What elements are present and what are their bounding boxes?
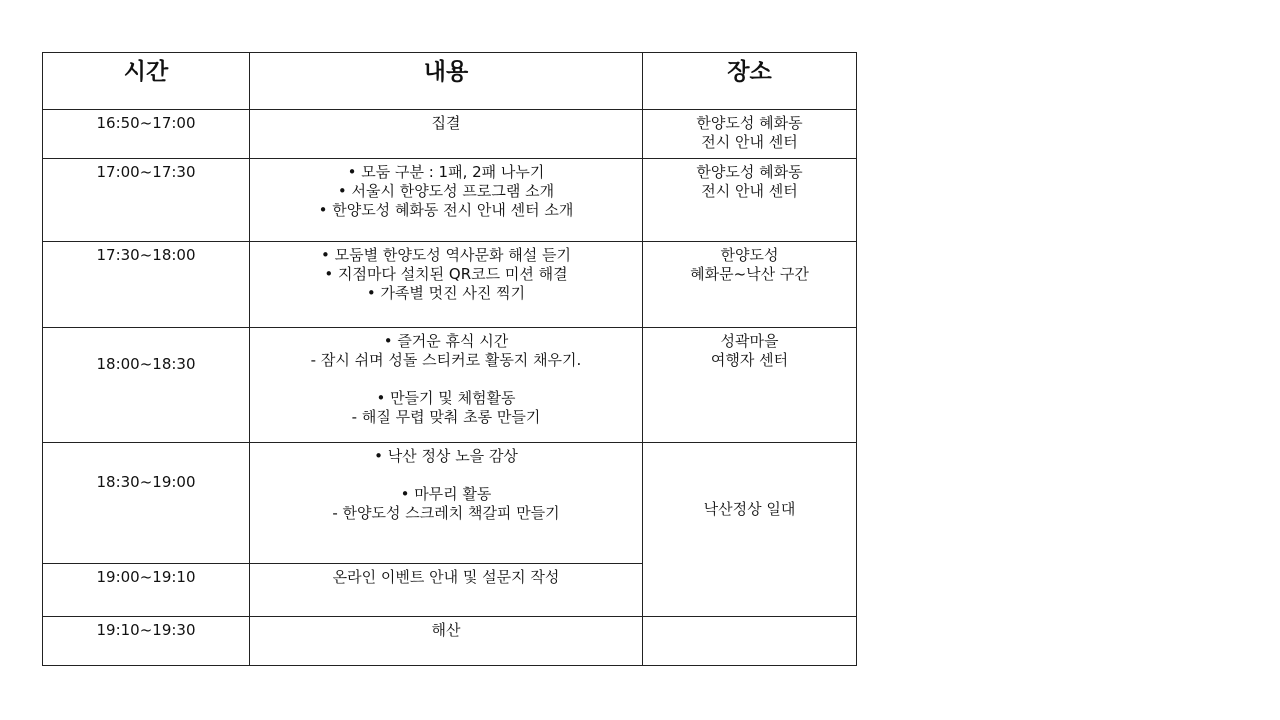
table-row xyxy=(43,242,857,328)
header-content: 내용 xyxy=(250,53,643,110)
place-line: 혜화문~낙산 구간 xyxy=(690,265,809,283)
time-cell xyxy=(43,242,250,328)
content-spacer xyxy=(250,466,642,485)
content-line: • 가족별 멋진 사진 찍기 xyxy=(366,284,526,302)
content-line: • 만들기 및 체험활동 xyxy=(376,389,516,407)
header-place: 장소 xyxy=(643,53,857,110)
place-cell xyxy=(643,617,857,666)
place-line: 한양도성 혜화동 xyxy=(696,163,803,181)
time-cell xyxy=(43,159,250,242)
place-cell xyxy=(643,328,857,443)
place-cell xyxy=(643,110,857,159)
content-line: - 한양도성 스크레치 책갈피 만들기 xyxy=(332,504,560,522)
content-spacer xyxy=(250,370,642,389)
place-line: 한양도성 혜화동 xyxy=(696,114,803,132)
place-line: 여행자 센터 xyxy=(710,351,789,369)
content-cell xyxy=(250,242,643,328)
place-line: 낙산정상 일대 xyxy=(703,499,796,518)
place-line: 한양도성 xyxy=(720,246,779,264)
content-cell xyxy=(250,564,643,617)
time-text: 19:00~19:10 xyxy=(96,568,196,586)
schedule-table xyxy=(42,52,857,666)
content-line: • 낙산 정상 노을 감상 xyxy=(374,447,518,465)
time-text: 19:10~19:30 xyxy=(96,621,196,639)
content-cell xyxy=(250,617,643,666)
content-line: 집결 xyxy=(431,114,461,132)
table-row xyxy=(43,443,857,564)
content-line: - 해질 무렵 맞춰 초롱 만들기 xyxy=(351,408,541,426)
content-line: • 한양도성 혜화동 전시 안내 센터 소개 xyxy=(318,201,574,219)
content-line: 해산 xyxy=(431,621,461,639)
content-line: • 서울시 한양도성 프로그램 소개 xyxy=(337,182,555,200)
content-line: - 잠시 쉬며 성돌 스티커로 활동지 채우기. xyxy=(310,351,582,369)
time-text: 16:50~17:00 xyxy=(96,114,196,132)
content-line: • 모둠별 한양도성 역사문화 해설 듣기 xyxy=(320,246,572,264)
place-cell xyxy=(643,443,857,617)
table-row xyxy=(43,328,857,443)
content-line: • 모둠 구분 : 1패, 2패 나누기 xyxy=(347,163,545,181)
place-line: 전시 안내 센터 xyxy=(701,182,798,200)
content-cell xyxy=(250,443,643,564)
place-line: 성곽마을 xyxy=(720,332,779,350)
time-cell xyxy=(43,443,250,564)
content-cell xyxy=(250,159,643,242)
place-cell xyxy=(643,159,857,242)
content-line: • 지점마다 설치된 QR코드 미션 해결 xyxy=(324,265,568,283)
content-line: • 마무리 활동 xyxy=(400,485,492,503)
table-row xyxy=(43,110,857,159)
time-cell xyxy=(43,328,250,443)
content-line: 온라인 이벤트 안내 및 설문지 작성 xyxy=(332,568,560,586)
time-cell xyxy=(43,110,250,159)
time-text: 18:30~19:00 xyxy=(96,473,196,491)
time-text: 18:00~18:30 xyxy=(96,355,196,373)
table-row xyxy=(43,617,857,666)
time-cell xyxy=(43,617,250,666)
header-row xyxy=(43,53,857,110)
content-line: • 즐거운 휴식 시간 xyxy=(383,332,509,350)
content-cell xyxy=(250,110,643,159)
content-cell xyxy=(250,328,643,443)
time-cell xyxy=(43,564,250,617)
time-text: 17:00~17:30 xyxy=(96,163,196,181)
table-row xyxy=(43,159,857,242)
place-cell xyxy=(643,242,857,328)
time-text: 17:30~18:00 xyxy=(96,246,196,264)
header-time: 시간 xyxy=(43,53,250,110)
place-line: 전시 안내 센터 xyxy=(701,133,798,151)
